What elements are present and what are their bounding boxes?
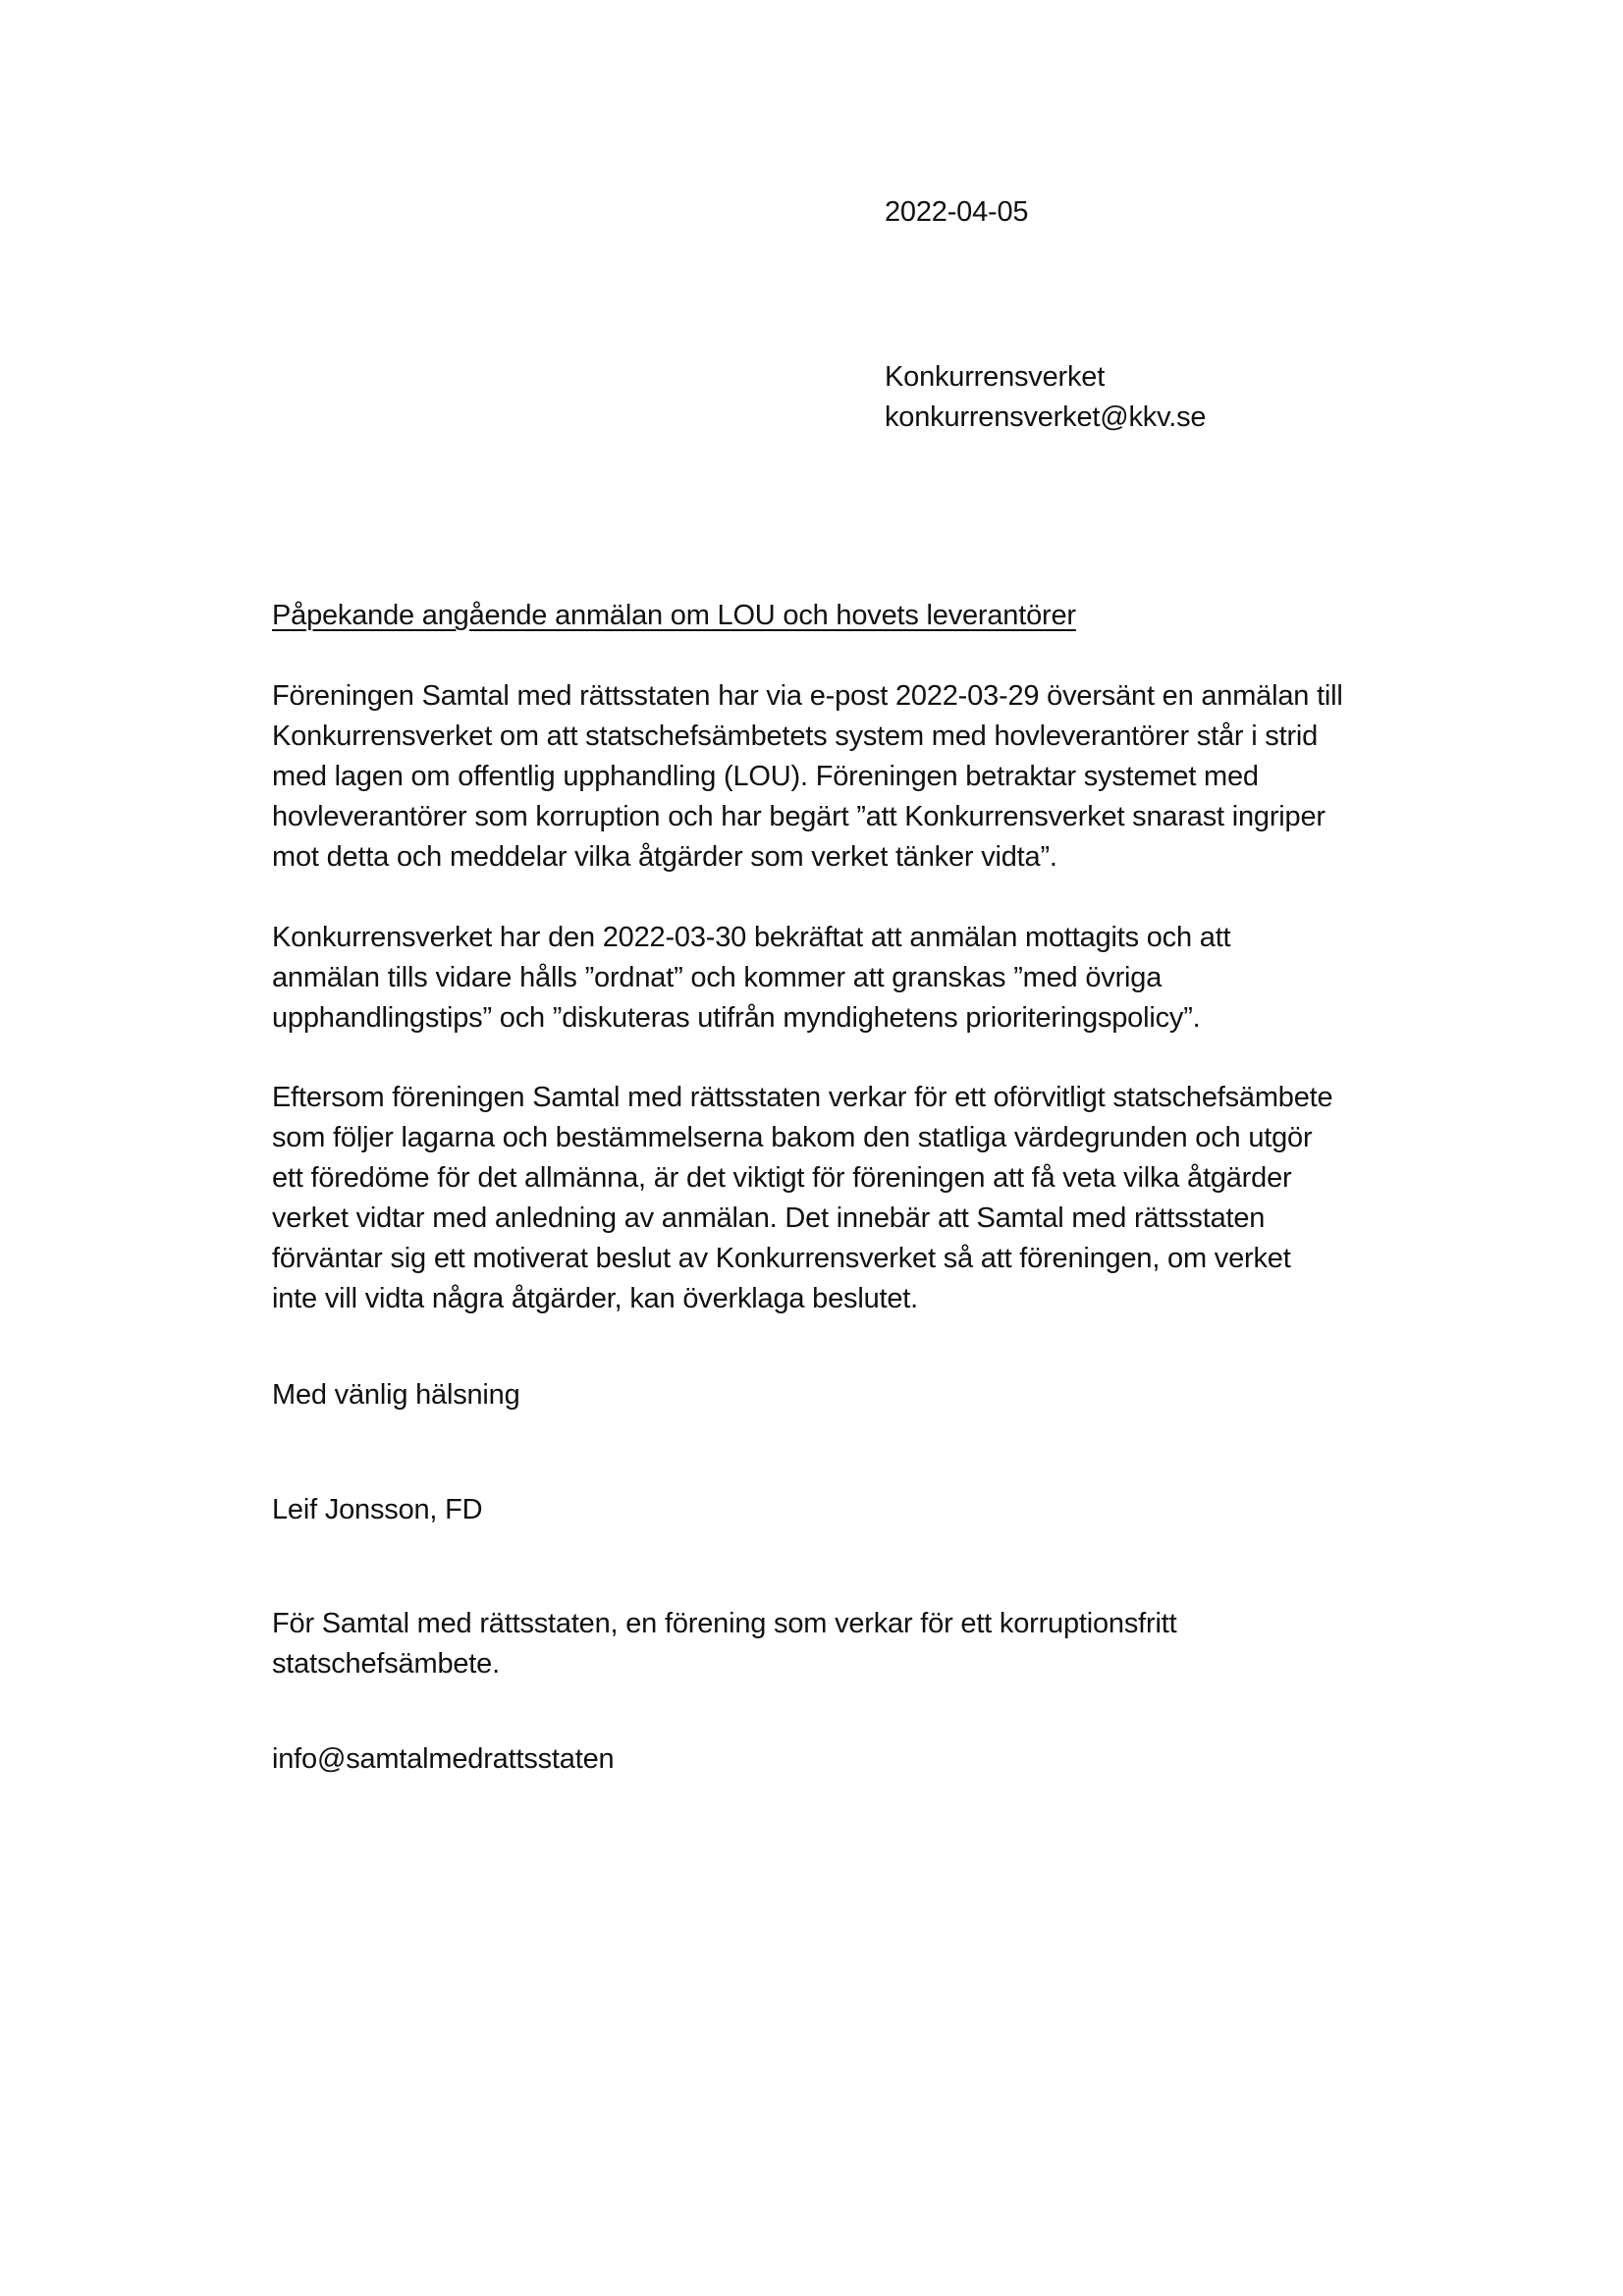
- paragraph-line: som följer lagarna och bestämmelserna bakom den statliga värdegrunden och utgör: [272, 1122, 1313, 1153]
- recipient-name: Konkurrensverket: [885, 361, 1106, 393]
- organization-line: För Samtal med rättsstaten, en förening som verkar för ett korruptionsfritt: [272, 1608, 1177, 1639]
- paragraph-line: ett föredöme för det allmänna, är det viktigt för föreningen att få veta vilka åtgärder: [272, 1162, 1292, 1194]
- paragraph-line: Konkurrensverket om att statschefsämbetets system med hovleverantörer står i strid: [272, 721, 1319, 752]
- paragraph-line: förväntar sig ett motiverat beslut av Konkurrensverket så att föreningen, om verket: [272, 1243, 1291, 1274]
- paragraph-line: verket vidtar med anledning av anmälan. Det innebär att Samtal med rättsstaten: [272, 1202, 1266, 1234]
- paragraph-3: [272, 1078, 1450, 1319]
- signature-name: Leif Jonsson, FD: [272, 1494, 483, 1525]
- paragraph-2: [272, 918, 1450, 1039]
- paragraph-line: Föreningen Samtal med rättsstaten har via e-post 2022-03-29 översänt en anmälan till: [272, 680, 1343, 712]
- closing-greeting: Med vänlig hälsning: [272, 1379, 520, 1411]
- paragraph-line: anmälan tills vidare hålls ”ordnat” och kommer att granskas ”med övriga: [272, 962, 1163, 993]
- paragraph-line: Eftersom föreningen Samtal med rättsstaten verkar för ett oförvitligt statschefsämbete: [272, 1082, 1333, 1113]
- paragraph-1: [272, 676, 1450, 878]
- organization-line: statschefsämbete.: [272, 1648, 500, 1680]
- paragraph-line: hovleverantörer som korruption och har begärt ”att Konkurrensverket snarast ingriper: [272, 801, 1325, 832]
- contact-email: info@samtalmedrattsstaten: [272, 1743, 615, 1775]
- recipient-email: konkurrensverket@kkv.se: [885, 401, 1207, 433]
- paragraph-line: inte vill vidta några åtgärder, kan överklaga beslutet.: [272, 1283, 919, 1314]
- organization-statement: [272, 1604, 1450, 1684]
- paragraph-line: Konkurrensverket har den 2022-03-30 bekräftat att anmälan mottagits och att: [272, 922, 1231, 953]
- paragraph-line: upphandlingstips” och ”diskuteras utifrån myndighetens prioriteringspolicy”.: [272, 1002, 1201, 1034]
- paragraph-line: mot detta och meddelar vilka åtgärder som verket tänker vidta”.: [272, 841, 1057, 873]
- paragraph-line: med lagen om offentlig upphandling (LOU). Föreningen betraktar systemet med: [272, 761, 1259, 792]
- letter-subject: Påpekande angående anmälan om LOU och hovets leverantörer: [272, 600, 1076, 631]
- letter-date: 2022-04-05: [885, 196, 1029, 228]
